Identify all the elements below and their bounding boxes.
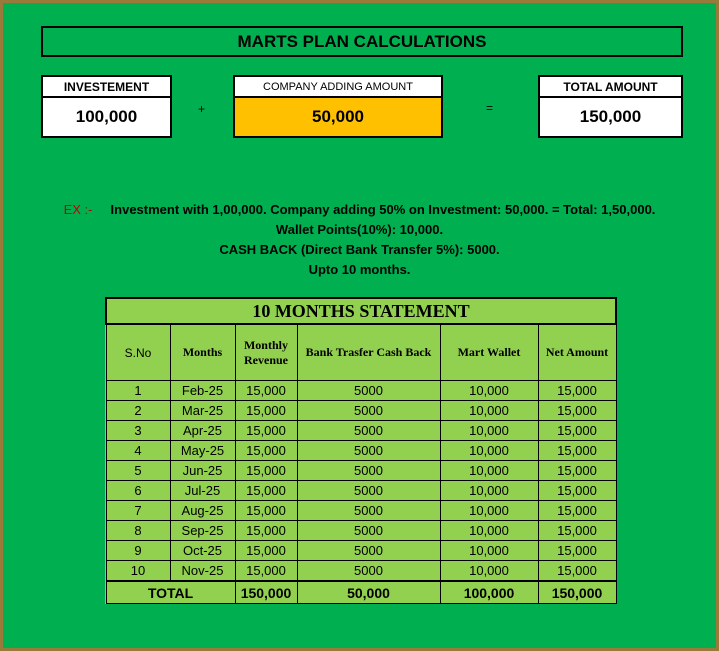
cell-cashback: 5000 [297,521,440,541]
totals-net: 150,000 [538,581,616,604]
totals-row [106,581,616,604]
cell-revenue: 15,000 [235,521,297,541]
cell-net: 15,000 [538,501,616,521]
company-value: 50,000 [235,98,441,136]
cell-wallet: 10,000 [440,541,538,561]
company-box [233,75,443,138]
table-row [106,401,616,421]
example-line-2: Wallet Points(10%): 10,000. [275,222,444,237]
cell-revenue: 15,000 [235,421,297,441]
cell-wallet: 10,000 [440,401,538,421]
equals-sign: = [486,101,494,115]
cell-month: Oct-25 [170,541,235,561]
cell-revenue: 15,000 [235,461,297,481]
investment-box [41,75,172,138]
cell-sno: 6 [106,481,170,501]
cell-month: Feb-25 [170,381,235,401]
totals-wallet: 100,000 [440,581,538,604]
cell-month: Aug-25 [170,501,235,521]
statement-title: 10 MONTHS STATEMENT [106,298,616,324]
cell-revenue: 15,000 [235,481,297,501]
table-row [106,461,616,481]
cell-cashback: 5000 [297,401,440,421]
cell-cashback: 5000 [297,561,440,582]
cell-sno: 9 [106,541,170,561]
total-box [538,75,683,138]
header-bank-cashback: Bank Trasfer Cash Back [297,324,440,381]
investment-label: INVESTEMENT [43,77,170,98]
cell-sno: 8 [106,521,170,541]
table-row [106,501,616,521]
table-body [106,381,616,582]
example-line-3: CASH BACK (Direct Bank Transfer 5%): 5000. [219,242,500,257]
table-header-row [106,324,616,381]
cell-revenue: 15,000 [235,441,297,461]
example-line-1 [0,202,719,217]
cell-net: 15,000 [538,541,616,561]
total-value: 150,000 [540,98,681,136]
cell-revenue: 15,000 [235,501,297,521]
cell-month: May-25 [170,441,235,461]
header-sno: S.No [106,324,170,381]
cell-revenue: 15,000 [235,381,297,401]
cell-month: Jun-25 [170,461,235,481]
cell-sno: 2 [106,401,170,421]
cell-wallet: 10,000 [440,441,538,461]
totals-revenue: 150,000 [235,581,297,604]
cell-sno: 4 [106,441,170,461]
example-line-4: Upto 10 months. [308,262,411,277]
total-label: TOTAL AMOUNT [540,77,681,98]
cell-wallet: 10,000 [440,481,538,501]
example-prefix: EX :- [63,202,93,217]
cell-month: Nov-25 [170,561,235,582]
cell-sno: 1 [106,381,170,401]
header-monthly-revenue: Monthly Revenue [235,324,297,381]
cell-wallet: 10,000 [440,381,538,401]
cell-wallet: 10,000 [440,521,538,541]
header-net-amount: Net Amount [538,324,616,381]
cell-revenue: 15,000 [235,401,297,421]
cell-net: 15,000 [538,481,616,501]
table-row [106,481,616,501]
table-row [106,541,616,561]
table-row [106,561,616,582]
investment-value: 100,000 [43,98,170,136]
company-label: COMPANY ADDING AMOUNT [235,77,441,98]
table-row [106,381,616,401]
cell-net: 15,000 [538,381,616,401]
cell-wallet: 10,000 [440,561,538,582]
cell-cashback: 5000 [297,501,440,521]
cell-month: Apr-25 [170,421,235,441]
cell-revenue: 15,000 [235,541,297,561]
page-title: MARTS PLAN CALCULATIONS [41,26,683,57]
cell-cashback: 5000 [297,381,440,401]
cell-month: Mar-25 [170,401,235,421]
cell-net: 15,000 [538,401,616,421]
table-row [106,441,616,461]
cell-net: 15,000 [538,561,616,582]
cell-net: 15,000 [538,441,616,461]
cell-wallet: 10,000 [440,501,538,521]
plus-sign: + [198,102,206,116]
cell-wallet: 10,000 [440,461,538,481]
cell-sno: 3 [106,421,170,441]
cell-net: 15,000 [538,421,616,441]
cell-cashback: 5000 [297,441,440,461]
cell-sno: 7 [106,501,170,521]
cell-net: 15,000 [538,521,616,541]
cell-revenue: 15,000 [235,561,297,582]
cell-month: Jul-25 [170,481,235,501]
cell-wallet: 10,000 [440,421,538,441]
cell-cashback: 5000 [297,421,440,441]
cell-cashback: 5000 [297,461,440,481]
statement-table [105,297,617,604]
cell-sno: 5 [106,461,170,481]
totals-label: TOTAL [106,581,235,604]
header-months: Months [170,324,235,381]
cell-net: 15,000 [538,461,616,481]
cell-cashback: 5000 [297,481,440,501]
table-row [106,521,616,541]
totals-cashback: 50,000 [297,581,440,604]
cell-cashback: 5000 [297,541,440,561]
example-text-1: Investment with 1,00,000. Company adding 50% on Investment: 50,000. = Total: 1,50,000. [110,202,656,217]
cell-sno: 10 [106,561,170,582]
table-row [106,421,616,441]
cell-month: Sep-25 [170,521,235,541]
header-mart-wallet: Mart Wallet [440,324,538,381]
